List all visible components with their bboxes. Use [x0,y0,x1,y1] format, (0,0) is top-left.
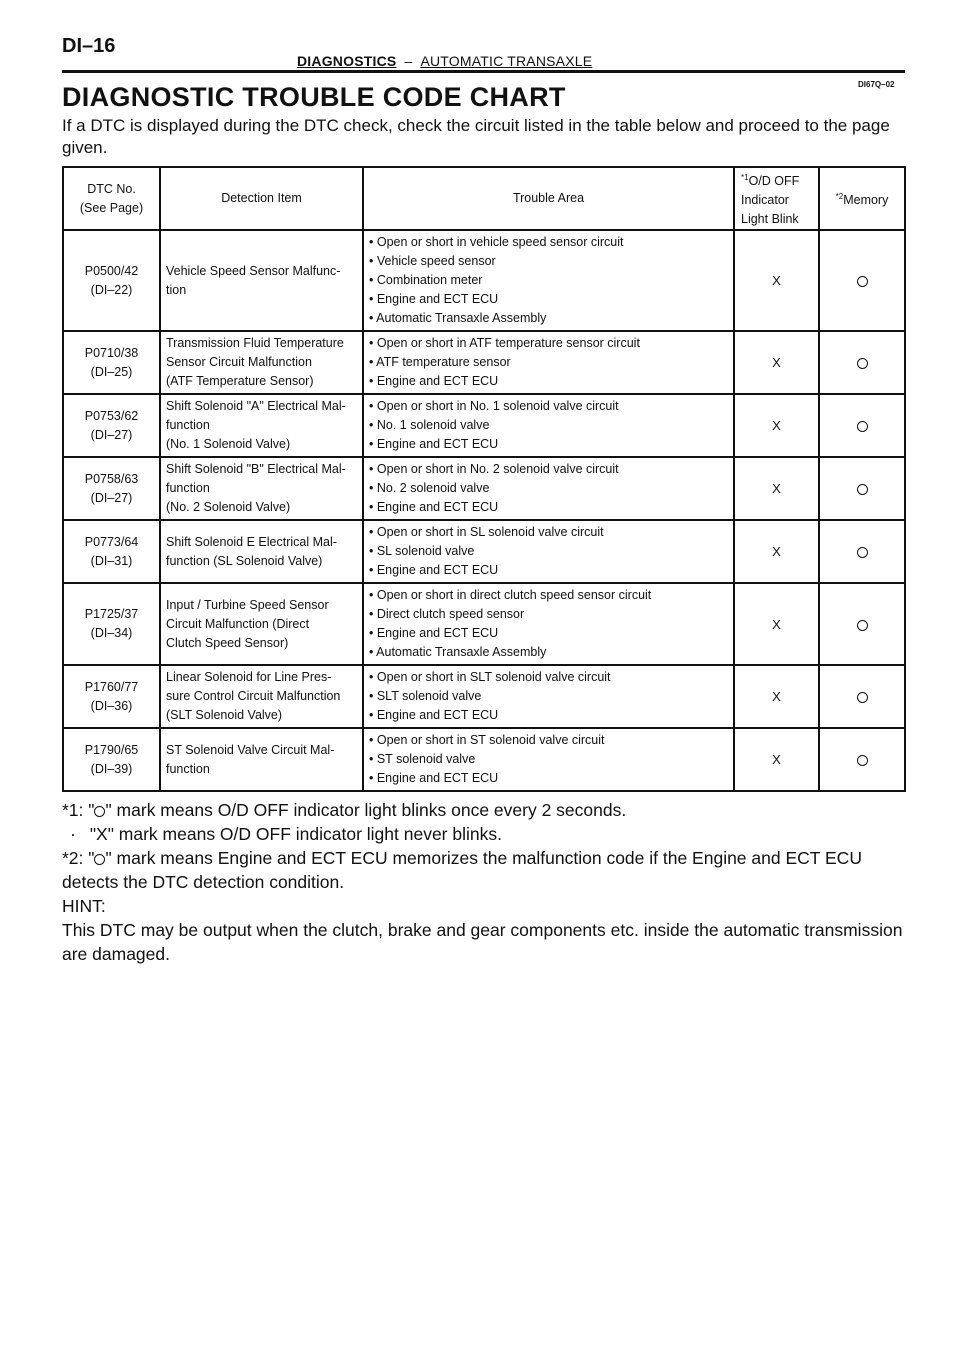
indicator-header-line1: O/D OFF [748,174,800,189]
table-header-row [63,167,905,230]
detection-item-line: (ATF Temperature Sensor) [166,374,314,389]
hint-text: This DTC may be output when the clutch, brake and gear components etc. inside the automatic transmission are damaged. [62,920,903,964]
circle-mark-icon [857,421,868,432]
memory-cell [819,665,905,728]
trouble-area-item: • Engine and ECT ECU [369,563,499,578]
dtc-column-header [63,167,160,230]
dtc-code: P0758/63 [84,471,139,486]
dtc-code: P0710/38 [84,345,139,360]
detection-item-line: function [166,481,210,496]
trouble-area-item: • Automatic Transaxle Assembly [369,645,547,660]
indicator-cell [734,331,819,394]
trouble-area-item: • Direct clutch speed sensor [369,607,525,622]
dtc-cell [63,728,160,791]
trouble-area-item: • Open or short in No. 1 solenoid valve circuit [369,399,619,414]
indicator-cell [734,728,819,791]
indicator-cell [734,457,819,520]
indicator-cell [734,230,819,331]
circle-mark-icon [857,547,868,558]
detection-item-line: function [166,761,210,776]
footnote-1-text: " mark means O/D OFF indicator light blinks once every 2 seconds. [105,800,627,820]
trouble-area-item: • Open or short in ST solenoid valve circuit [369,733,605,748]
detection-item-line: Circuit Malfunction (Direct [166,616,310,631]
detection-item-cell [160,394,363,457]
circle-mark-icon [94,854,105,865]
dtc-page-ref: (DI–34) [90,626,133,641]
circle-mark-icon [857,620,868,631]
footnotes [62,798,912,966]
memory-cell [819,583,905,665]
trouble-area-cell [363,520,734,583]
memory-column-header [819,167,905,230]
dtc-code: P1760/77 [84,679,139,694]
trouble-area-item: • Open or short in SL solenoid valve circuit [369,525,604,540]
circle-mark-icon [857,484,868,495]
header-rule [62,70,905,73]
trouble-area-item: • Automatic Transaxle Assembly [369,311,547,326]
memory-cell [819,728,905,791]
circle-mark-icon [857,358,868,369]
hint-label: HINT: [62,896,106,916]
memory-cell [819,457,905,520]
detection-item-line: Clutch Speed Sensor) [166,635,289,650]
trouble-area-item: • Engine and ECT ECU [369,708,499,723]
detection-item-line: Sensor Circuit Malfunction [166,355,312,370]
trouble-area-item: • Open or short in No. 2 solenoid valve circuit [369,462,619,477]
dtc-chart-table [62,166,906,792]
indicator-cell [734,665,819,728]
detection-item-cell [160,728,363,791]
trouble-area-item: • Combination meter [369,273,483,288]
memory-cell [819,230,905,331]
indicator-cell [734,394,819,457]
dtc-code: P0773/64 [84,534,139,549]
trouble-area-cell [363,583,734,665]
header-separator: – [404,53,413,69]
detection-item-cell [160,457,363,520]
trouble-area-item: • ATF temperature sensor [369,355,511,370]
dtc-page-ref: (DI–27) [90,427,133,442]
memory-header-label: Memory [843,193,889,208]
detection-item-cell [160,230,363,331]
detection-item-cell [160,665,363,728]
table-row [63,230,905,331]
trouble-area-item: • Engine and ECT ECU [369,292,499,307]
dtc-cell [63,457,160,520]
dtc-code: P1725/37 [84,607,139,622]
dtc-page-ref: (DI–31) [90,553,133,568]
footnote-1-prefix: *1: " [62,800,95,820]
trouble-area-item: • Engine and ECT ECU [369,771,499,786]
dtc-cell [63,665,160,728]
section-title: DIAGNOSTICS [297,53,397,69]
dtc-cell [63,394,160,457]
footnote-2-text: " mark means Engine and ECT ECU memorizes the malfunction code if the Engine and ECT ECU detects the DTC detection condition. [62,848,862,892]
trouble-area-item: • Engine and ECT ECU [369,500,499,515]
indicator-mark: X [772,418,781,434]
detection-item-line: (SLT Solenoid Valve) [166,708,283,723]
trouble-area-cell [363,457,734,520]
memory-footnote-mark: *2 [835,192,844,201]
detection-item-line: (No. 2 Solenoid Valve) [166,500,291,515]
dtc-page-ref: (DI–36) [90,698,133,713]
footnote-1 [62,798,912,822]
dtc-code: P0753/62 [84,408,139,423]
dtc-page-ref: (DI–27) [90,490,133,505]
indicator-column-header [734,167,819,230]
trouble-area-item: • Open or short in vehicle speed sensor circuit [369,235,624,250]
memory-cell [819,331,905,394]
document-code: DI67Q–02 [858,80,895,89]
detection-column-header: Detection Item [160,167,363,230]
dtc-header-line2: (See Page) [79,200,144,215]
table-row [63,520,905,583]
footnote-2-prefix: *2: " [62,848,95,868]
detection-item-line: Vehicle Speed Sensor Malfunc- [166,263,341,278]
dtc-page-ref: (DI–25) [90,364,133,379]
detection-item-line: sure Control Circuit Malfunction [166,689,341,704]
indicator-mark: X [772,481,781,497]
memory-cell [819,394,905,457]
table-row [63,728,905,791]
intro-paragraph: If a DTC is displayed during the DTC check, check the circuit listed in the table below and proceed to the page given. [62,116,890,157]
trouble-area-item: • Open or short in SLT solenoid valve circuit [369,670,611,685]
dtc-header-line1: DTC No. [87,181,136,196]
circle-mark-icon [857,755,868,766]
dtc-page-ref: (DI–39) [90,761,133,776]
trouble-area-cell [363,728,734,791]
table-row [63,583,905,665]
detection-item-line: Transmission Fluid Temperature [166,336,344,351]
subsection-title: AUTOMATIC TRANSAXLE [420,53,593,69]
memory-cell [819,520,905,583]
indicator-mark: X [772,544,781,560]
footnote-1-x [62,822,912,846]
dtc-code: P0500/42 [84,263,139,278]
trouble-area-item: • Open or short in ATF temperature sensor circuit [369,336,640,351]
trouble-area-cell [363,331,734,394]
indicator-mark: X [772,752,781,768]
running-header [297,53,592,69]
circle-mark-icon [857,276,868,287]
indicator-header-line2: Indicator [741,193,789,208]
trouble-area-cell [363,394,734,457]
indicator-mark: X [772,273,781,289]
trouble-area-item: • No. 1 solenoid valve [369,418,490,433]
circle-mark-icon [857,692,868,703]
trouble-area-item: • No. 2 solenoid valve [369,481,490,496]
dtc-cell [63,520,160,583]
trouble-area-item: • Open or short in direct clutch speed sensor circuit [369,588,652,603]
trouble-area-column-header: Trouble Area [363,167,734,230]
trouble-area-item: • SL solenoid valve [369,544,475,559]
dtc-cell [63,230,160,331]
trouble-area-item: • Engine and ECT ECU [369,626,499,641]
page-title: DIAGNOSTIC TROUBLE CODE CHART [62,82,566,112]
table-row [63,665,905,728]
detection-item-cell [160,583,363,665]
indicator-cell [734,520,819,583]
trouble-area-item: • Vehicle speed sensor [369,254,496,269]
circle-mark-icon [94,806,105,817]
trouble-area-cell [363,665,734,728]
dtc-code: P1790/65 [84,742,139,757]
detection-item-line: Shift Solenoid "A" Electrical Mal- [166,399,346,414]
detection-item-line: Linear Solenoid for Line Pres- [166,670,332,685]
indicator-mark: X [772,689,781,705]
trouble-area-cell [363,230,734,331]
table-row [63,457,905,520]
footnote-1-x-text: "X" mark means O/D OFF indicator light never blinks. [89,824,502,844]
indicator-mark: X [772,616,781,632]
dtc-cell [63,331,160,394]
table-row [63,394,905,457]
bullet-dot-icon: · [70,824,76,844]
detection-item-cell [160,331,363,394]
dtc-cell [63,583,160,665]
detection-item-cell [160,520,363,583]
page-number: DI–16 [62,35,116,57]
trouble-area-item: • ST solenoid valve [369,752,476,767]
footnote-2 [62,846,912,894]
indicator-mark: X [772,355,781,371]
trouble-area-item: • SLT solenoid valve [369,689,482,704]
table-row [63,331,905,394]
indicator-cell [734,583,819,665]
indicator-header-line3: Light Blink [741,212,799,227]
detection-item-line: tion [166,282,187,297]
trouble-area-item: • Engine and ECT ECU [369,437,499,452]
detection-item-line: function (SL Solenoid Valve) [166,553,323,568]
dtc-page-ref: (DI–22) [90,282,133,297]
table-body [63,230,905,791]
trouble-area-item: • Engine and ECT ECU [369,374,499,389]
detection-item-line: (No. 1 Solenoid Valve) [166,437,291,452]
detection-item-line: Shift Solenoid E Electrical Mal- [166,534,337,549]
detection-item-line: function [166,418,210,433]
indicator-footnote-mark: *1 [741,173,749,182]
detection-item-line: Input / Turbine Speed Sensor [166,597,329,612]
detection-item-line: Shift Solenoid "B" Electrical Mal- [166,462,346,477]
detection-item-line: ST Solenoid Valve Circuit Mal- [166,742,335,757]
